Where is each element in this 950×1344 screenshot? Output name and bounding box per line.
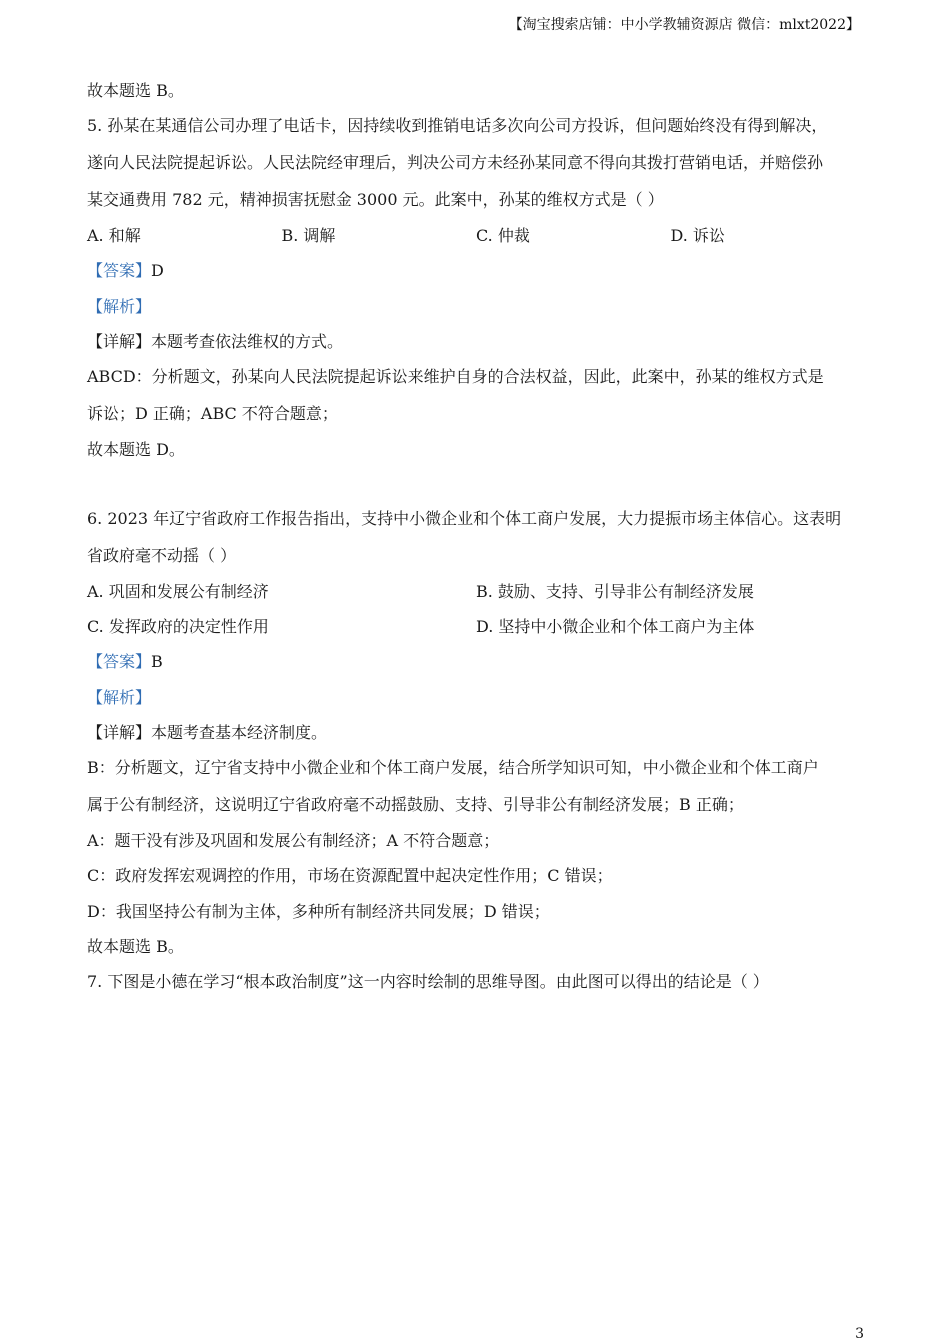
q6-explanation-line-4: C：政府发挥宏观调控的作用，市场在资源配置中起决定性作用；C 错误； xyxy=(87,866,613,886)
q6-stem-line-2: 省政府毫不动摇（ ） xyxy=(87,546,237,566)
document-body xyxy=(87,78,865,1005)
q5-stem-line-1: 5. 孙某在某通信公司办理了电话卡，因持续收到推销电话多次向公司方投诉，但问题始终没有得到解决， xyxy=(87,116,828,136)
q5-explanation-line-1: ABCD：分析题文，孙某向人民法院提起诉讼来维护自身的合法权益，因此，此案中，孙某的维权方式是 xyxy=(87,367,824,387)
q5-analysis-label: 【解析】 xyxy=(87,296,152,316)
q5-option-a: A. 和解 xyxy=(87,225,141,245)
section-gap xyxy=(87,472,865,506)
q5-options xyxy=(87,223,865,249)
prev-conclusion: 故本题选 B。 xyxy=(87,81,184,100)
q6-answer xyxy=(87,649,865,675)
q6-stem-line-1: 6. 2023 年辽宁省政府工作报告指出，支持中小微企业和个体工商户发展，大力提振市场主体信心。这表明 xyxy=(87,509,842,529)
q5-conclusion: 故本题选 D。 xyxy=(87,439,185,459)
q6-option-c: C. 发挥政府的决定性作用 xyxy=(87,616,269,636)
q5-answer-label: 【答案】 xyxy=(87,261,152,281)
q6-analysis-label: 【解析】 xyxy=(87,687,152,707)
q6-explanation-line-1: B：分析题文，辽宁省支持中小微企业和个体工商户发展，结合所学知识可知，中小微企业和个体工商户 xyxy=(87,758,819,778)
q6-option-a: A. 巩固和发展公有制经济 xyxy=(87,581,269,601)
q6-answer-value: B xyxy=(151,652,163,672)
q6-options-row-2 xyxy=(87,614,865,640)
q6-conclusion: 故本题选 B。 xyxy=(87,937,184,957)
page-header: 【淘宝搜索店铺：中小学教辅资源店 微信：mlxt2022】 xyxy=(508,17,860,33)
q5-option-d: D. 诉讼 xyxy=(670,225,725,245)
q5-stem-line-3: 某交通费用 782 元，精神损害抚慰金 3000 元。此案中，孙某的维权方式是（ ） xyxy=(87,190,664,210)
q6-explanation-line-3: A：题干没有涉及巩固和发展公有制经济；A 不符合题意； xyxy=(87,830,500,850)
q5-explanation-line-2: 诉讼；D 正确；ABC 不符合题意； xyxy=(87,404,338,424)
q6-explanation-line-5: D：我国坚持公有制为主体，多种所有制经济共同发展；D 错误； xyxy=(87,901,550,921)
q7-stem: 7. 下图是小德在学习“根本政治制度”这一内容时绘制的思维导图。由此图可以得出的结论是（ ） xyxy=(87,972,769,992)
q6-explanation-line-2: 属于公有制经济，这说明辽宁省政府毫不动摇鼓励、支持、引导非公有制经济发展；B 正确； xyxy=(87,795,744,815)
q6-answer-label: 【答案】 xyxy=(87,652,152,672)
q6-option-d: D. 坚持中小微企业和个体工商户为主体 xyxy=(476,616,755,636)
q6-detail: 【详解】本题考查基本经济制度。 xyxy=(87,723,328,743)
q5-stem-line-2: 遂向人民法院提起诉讼。人民法院经审理后，判决公司方未经孙某同意不得向其拨打营销电话，并赔偿孙 xyxy=(87,153,824,173)
q5-answer xyxy=(87,258,865,284)
q6-option-b: B. 鼓励、支持、引导非公有制经济发展 xyxy=(476,581,754,601)
q5-option-b: B. 调解 xyxy=(281,225,336,245)
q6-options-row-1 xyxy=(87,579,865,605)
page-number: 3 xyxy=(855,1326,864,1342)
q5-detail: 【详解】本题考查依法维权的方式。 xyxy=(87,331,344,351)
q5-option-c: C. 仲裁 xyxy=(476,225,530,245)
q5-answer-value: D xyxy=(151,261,164,281)
